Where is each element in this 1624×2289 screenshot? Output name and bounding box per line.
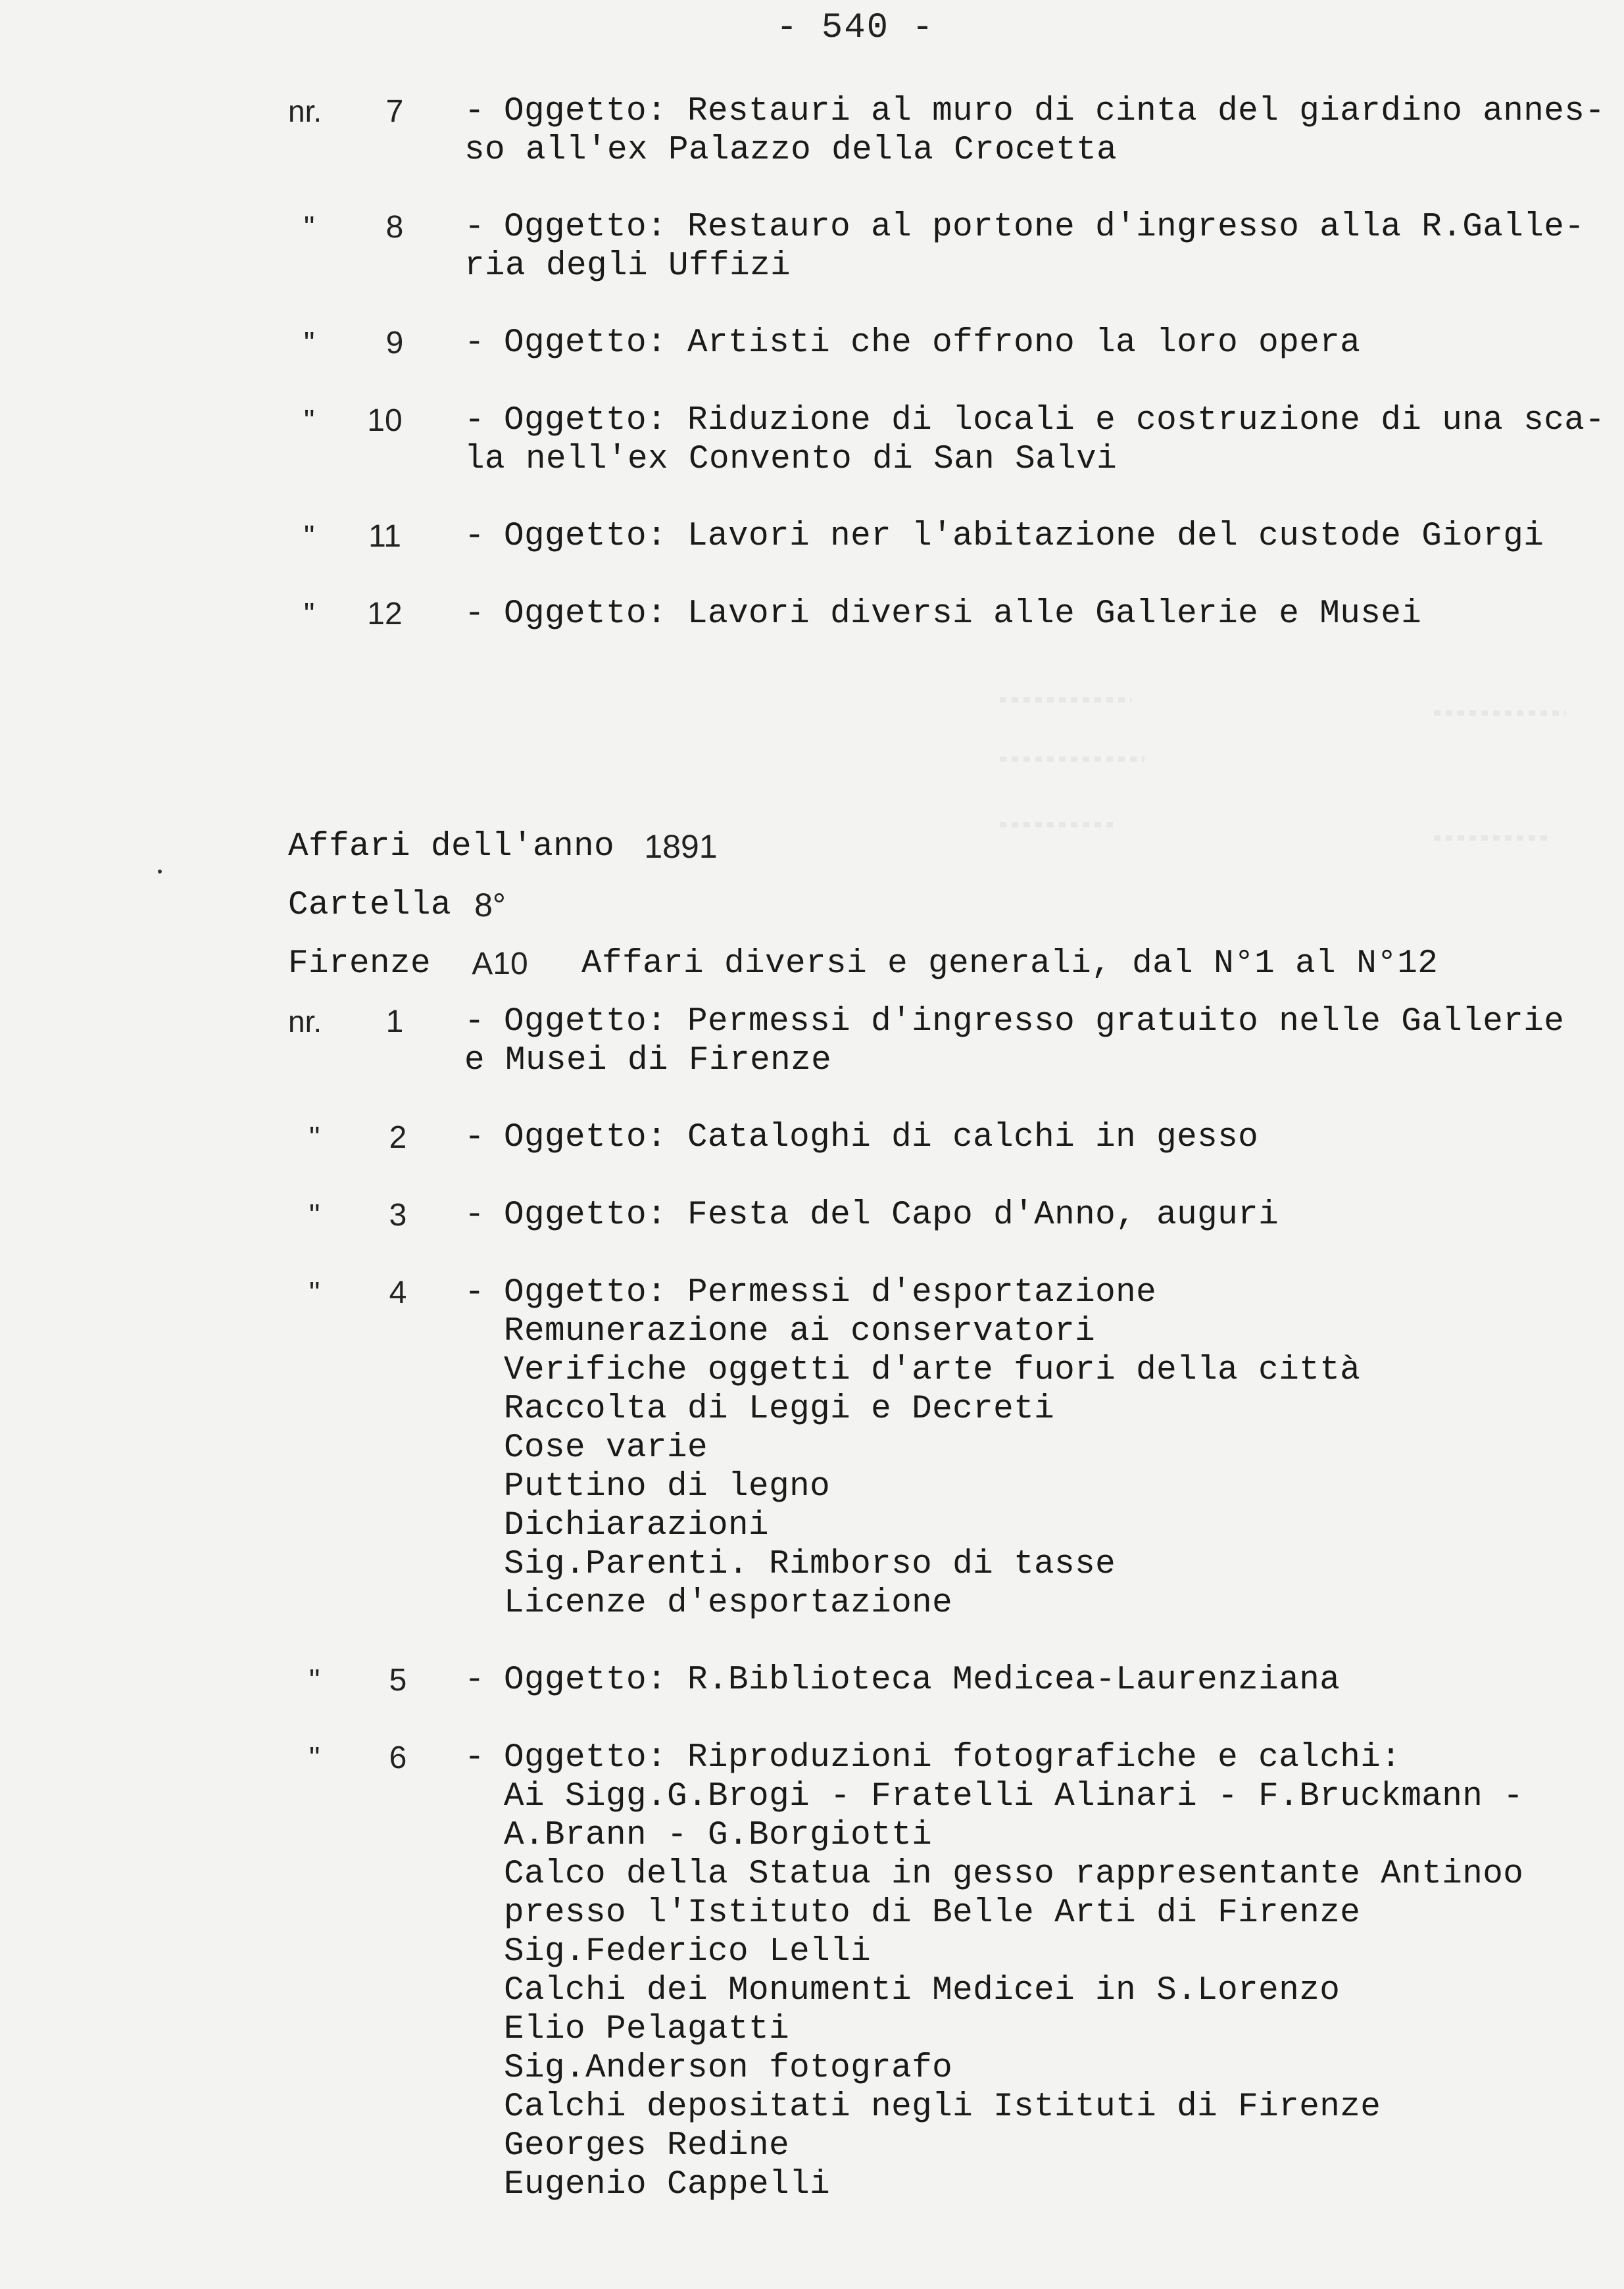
entry-marker: " — [309, 1740, 320, 1775]
entry-text-line: Oggetto: Permessi d'esportazione — [504, 1274, 1157, 1312]
entry-text-line: Oggetto: Lavori diversi alle Gallerie e Musei — [504, 595, 1422, 633]
entry-text-line: Calchi dei Monumenti Medicei in S.Lorenzo — [504, 1972, 1341, 2009]
entry-dash: - — [464, 209, 485, 246]
entry-number: 12 — [367, 597, 403, 631]
entry-number: 3 — [389, 1198, 407, 1233]
entry-number: 8 — [385, 210, 404, 245]
entry-text-line: Calco della Statua in gesso rappresentante Antinoo — [504, 1856, 1524, 1893]
entry-marker: " — [309, 1663, 320, 1697]
entry-marker: nr. — [288, 1004, 322, 1039]
paper-speck — [158, 870, 162, 874]
entry-text-line: Oggetto: Artisti che offrono la loro opera — [504, 324, 1361, 362]
place-label: Firenze — [288, 945, 431, 983]
entry-dash: - — [464, 93, 485, 130]
entry-text-line: Cose varie — [504, 1429, 708, 1467]
entry-number: 5 — [389, 1663, 407, 1698]
entry-dash: - — [464, 1003, 485, 1041]
entry-marker: " — [309, 1275, 320, 1310]
show-through-mark — [1000, 756, 1144, 762]
entry-number: 11 — [368, 519, 401, 554]
entry-marker: nr. — [288, 94, 322, 128]
entry-text-line: Sig.Federico Lelli — [504, 1933, 872, 1971]
entry-marker: " — [309, 1120, 320, 1154]
entry-text-line: Eugenio Cappelli — [504, 2166, 831, 2203]
entry-marker: " — [304, 403, 315, 437]
show-through-mark — [1000, 822, 1118, 827]
entry-text-line: Calchi depositati negli Istituti di Firenze — [504, 2088, 1381, 2126]
entry-text-line: e Musei di Firenze — [464, 1042, 832, 1079]
entry-text-line: Oggetto: Cataloghi di calchi in gesso — [504, 1119, 1259, 1156]
entry-text-line: Oggetto: R.Biblioteca Medicea-Laurenziana — [504, 1661, 1341, 1699]
entry-text-line: Georges Redine — [504, 2127, 790, 2165]
entry-number: 10 — [367, 403, 403, 438]
entry-text-line: so all'ex Palazzo della Crocetta — [464, 132, 1118, 169]
entry-number: 4 — [389, 1275, 407, 1310]
entry-dash: - — [464, 595, 485, 633]
entry-text-line: Oggetto: Riduzione di locali e costruzione di una sca- — [504, 402, 1606, 439]
folder-label: Cartella — [288, 887, 452, 924]
entry-text-line: Oggetto: Lavori ner l'abitazione del custode Giorgi — [504, 518, 1544, 555]
entry-number: 9 — [385, 326, 404, 360]
entry-text-line: Raccolta di Leggi e Decreti — [504, 1391, 1055, 1428]
folder-code: A10 — [472, 947, 528, 981]
entry-number: 7 — [385, 94, 404, 129]
page-number: - 540 - — [776, 8, 935, 48]
entry-dash: - — [464, 324, 485, 362]
entry-text-line: Oggetto: Permessi d'ingresso gratuito nelle Gallerie — [504, 1003, 1565, 1041]
entry-text-line: A.Brann - G.Borgiotti — [504, 1817, 933, 1854]
year-value: 1891 — [644, 828, 718, 865]
folder-description: Affari diversi e generali, dal N°1 al N°12 — [581, 945, 1439, 983]
entry-text-line: Sig.Parenti. Rimborso di tasse — [504, 1546, 1116, 1583]
entry-dash: - — [464, 402, 485, 439]
entry-text-line: Oggetto: Festa del Capo d'Anno, auguri — [504, 1196, 1279, 1234]
entry-dash: - — [464, 518, 485, 555]
entry-marker: " — [304, 519, 315, 553]
entry-text-line: Oggetto: Restauri al muro di cinta del giardino annes- — [504, 93, 1606, 130]
entry-dash: - — [464, 1274, 485, 1312]
entry-text-line: Ai Sigg.G.Brogi - Fratelli Alinari - F.Bruckmann - — [504, 1778, 1524, 1815]
entry-text-line: Oggetto: Restauro al portone d'ingresso alla R.Galle- — [504, 209, 1585, 246]
show-through-mark — [1434, 835, 1552, 841]
entry-dash: - — [464, 1196, 485, 1234]
entry-text-line: presso l'Istituto di Belle Arti di Firenze — [504, 1894, 1361, 1932]
entry-text-line: Oggetto: Riproduzioni fotografiche e calchi: — [504, 1739, 1402, 1777]
entry-text-line: Remunerazione ai conservatori — [504, 1313, 1096, 1350]
entry-number: 2 — [389, 1120, 407, 1155]
entry-text-line: Elio Pelagatti — [504, 2011, 790, 2048]
entry-text-line: Licenze d'esportazione — [504, 1585, 953, 1622]
entry-number: 1 — [385, 1004, 404, 1039]
entry-dash: - — [464, 1661, 485, 1699]
folder-number: 8° — [474, 887, 506, 923]
entry-marker: " — [304, 597, 315, 631]
entry-text-line: Sig.Anderson fotografo — [504, 2050, 953, 2087]
show-through-mark — [1434, 710, 1565, 716]
show-through-mark — [1000, 697, 1131, 702]
entry-text-line: Dichiarazioni — [504, 1507, 770, 1544]
entry-number: 6 — [389, 1740, 407, 1775]
entry-dash: - — [464, 1119, 485, 1156]
entry-text-line: ria degli Uffizi — [464, 247, 791, 285]
entry-marker: " — [304, 210, 315, 244]
entry-marker: " — [309, 1198, 320, 1232]
entry-marker: " — [304, 326, 315, 360]
entry-text-line: Puttino di legno — [504, 1468, 831, 1506]
entry-text-line: la nell'ex Convento di San Salvi — [464, 441, 1118, 478]
entry-dash: - — [464, 1739, 485, 1777]
entry-text-line: Verifiche oggetti d'arte fuori della città — [504, 1352, 1361, 1389]
year-label: Affari dell'anno — [288, 828, 615, 866]
